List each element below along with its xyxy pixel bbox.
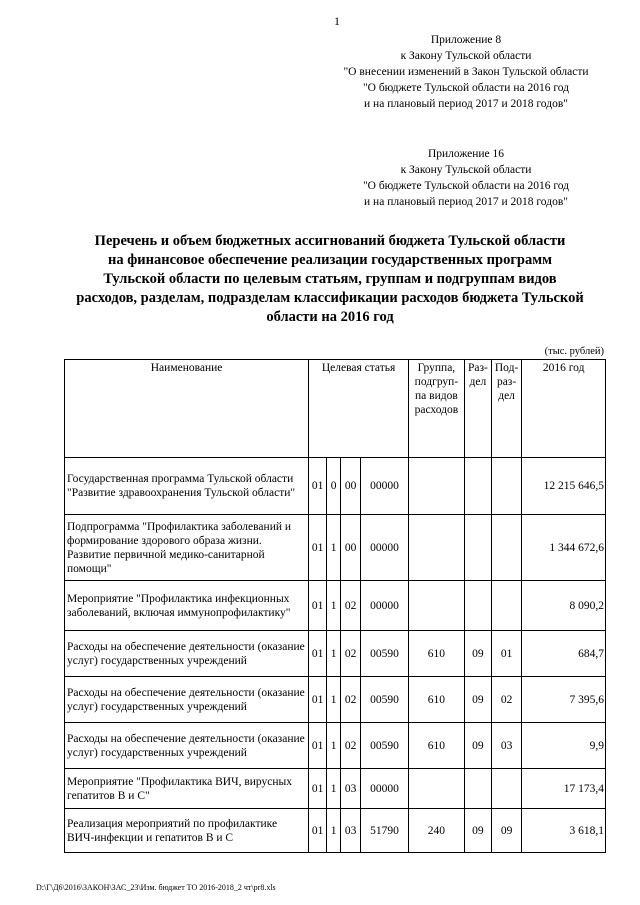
expense-group: 610 (408, 723, 464, 769)
row-name: Расходы на обеспечение деятельности (оказание услуг) государственных учреждений (65, 723, 309, 769)
amount-2016: 17 173,4 (522, 769, 606, 809)
title-line: Перечень и объем бюджетных ассигнований бюджета Тульской области (94, 233, 566, 249)
table-row (65, 723, 606, 769)
header-section: Раз-дел (464, 360, 491, 458)
annex-line: "О внесении изменений в Закон Тульской области (343, 66, 589, 78)
expense-group (408, 515, 464, 581)
subsection-code: 01 (491, 631, 521, 677)
header-group: Группа, подгруп-па видов расходов (408, 360, 464, 458)
annex-header-second (326, 146, 606, 210)
title-line: на финансовое обеспечение реализации государственных программ (108, 252, 552, 268)
target-direction: 00000 (361, 515, 409, 581)
table-body (65, 458, 606, 853)
row-name: Расходы на обеспечение деятельности (оказание услуг) государственных учреждений (65, 677, 309, 723)
section-code (464, 515, 491, 581)
row-name: Государственная программа Тульской области "Развитие здравоохранения Тульской области" (65, 458, 309, 515)
amount-2016: 9,9 (522, 723, 606, 769)
units-label: (тыс. рублей) (544, 346, 604, 357)
target-measure: 02 (341, 631, 361, 677)
target-direction: 00000 (361, 458, 409, 515)
header-name: Наименование (65, 360, 309, 458)
section-code: 09 (464, 677, 491, 723)
target-subprogram: 1 (327, 581, 341, 631)
target-measure: 00 (341, 458, 361, 515)
expense-group: 240 (408, 809, 464, 853)
target-direction: 00000 (361, 581, 409, 631)
table-row (65, 769, 606, 809)
header-target: Целевая статья (309, 360, 409, 458)
annex-line: "О бюджете Тульской области на 2016 год (362, 82, 570, 94)
target-measure: 02 (341, 677, 361, 723)
section-code: 09 (464, 631, 491, 677)
target-subprogram: 1 (327, 809, 341, 853)
expense-group (408, 458, 464, 515)
amount-2016: 12 215 646,5 (522, 458, 606, 515)
row-name: Подпрограмма "Профилактика заболеваний и формирование здорового образа жизни. Развитие первичной медико-санитарной помощи" (65, 515, 309, 581)
amount-2016: 684,7 (522, 631, 606, 677)
annex-line: Приложение 8 (430, 34, 502, 46)
expense-group (408, 581, 464, 631)
table-row (65, 631, 606, 677)
subsection-code (491, 769, 521, 809)
annex-line: и на плановый период 2017 и 2018 годов" (364, 98, 568, 110)
amount-2016: 3 618,1 (522, 809, 606, 853)
title-line: области на 2016 год (266, 309, 394, 325)
target-program: 01 (309, 515, 327, 581)
page-number: 1 (334, 14, 340, 28)
subsection-code (491, 515, 521, 581)
target-subprogram: 1 (327, 515, 341, 581)
target-program: 01 (309, 769, 327, 809)
annex-header-top (326, 32, 606, 112)
target-measure: 02 (341, 581, 361, 631)
annex-line: Приложение 16 (427, 148, 505, 160)
subsection-code: 02 (491, 677, 521, 723)
row-name: Реализация мероприятий по профилактике ВИЧ-инфекции и гепатитов В и С (65, 809, 309, 853)
target-direction: 00590 (361, 631, 409, 677)
subsection-code: 03 (491, 723, 521, 769)
amount-2016: 1 344 672,6 (522, 515, 606, 581)
section-code (464, 458, 491, 515)
header-subsection: Под-раз-дел (491, 360, 521, 458)
document-title (60, 232, 600, 327)
annex-line: к Закону Тульской области (400, 164, 532, 176)
annex-line: к Закону Тульской области (400, 50, 532, 62)
table-row (65, 809, 606, 853)
section-code: 09 (464, 723, 491, 769)
target-program: 01 (309, 809, 327, 853)
expense-group: 610 (408, 677, 464, 723)
amount-2016: 8 090,2 (522, 581, 606, 631)
target-program: 01 (309, 458, 327, 515)
header-year: 2016 год (522, 360, 606, 458)
target-direction: 00000 (361, 769, 409, 809)
file-path-footer: D:\Г\Д6\2016\ЗАКОН\ЗАС_23\Изм. бюджет ТО 2016-2018_2 чт\pr8.xls (36, 883, 276, 892)
target-direction: 00590 (361, 723, 409, 769)
target-program: 01 (309, 723, 327, 769)
target-subprogram: 1 (327, 631, 341, 677)
target-subprogram: 1 (327, 677, 341, 723)
target-subprogram: 0 (327, 458, 341, 515)
title-line: Тульской области по целевым статьям, группам и подгруппам видов (103, 271, 557, 287)
target-direction: 51790 (361, 809, 409, 853)
row-name: Мероприятие "Профилактика ВИЧ, вирусных гепатитов В и С" (65, 769, 309, 809)
annex-line: и на плановый период 2017 и 2018 годов" (364, 196, 568, 208)
section-code (464, 769, 491, 809)
annex-line: "О бюджете Тульской области на 2016 год (362, 180, 570, 192)
target-program: 01 (309, 581, 327, 631)
subsection-code: 09 (491, 809, 521, 853)
amount-2016: 7 395,6 (522, 677, 606, 723)
section-code: 09 (464, 809, 491, 853)
title-line: расходов, разделам, подразделам классификации расходов бюджета Тульской (76, 290, 584, 306)
table-row (65, 677, 606, 723)
target-measure: 03 (341, 769, 361, 809)
target-measure: 02 (341, 723, 361, 769)
target-program: 01 (309, 677, 327, 723)
expense-group: 610 (408, 631, 464, 677)
table-header-row (65, 360, 606, 458)
subsection-code (491, 581, 521, 631)
table-row (65, 458, 606, 515)
target-measure: 00 (341, 515, 361, 581)
row-name: Мероприятие "Профилактика инфекционных заболеваний, включая иммунопрофилактику" (65, 581, 309, 631)
target-subprogram: 1 (327, 723, 341, 769)
budget-table (64, 359, 606, 853)
row-name: Расходы на обеспечение деятельности (оказание услуг) государственных учреждений (65, 631, 309, 677)
section-code (464, 581, 491, 631)
target-direction: 00590 (361, 677, 409, 723)
target-subprogram: 1 (327, 769, 341, 809)
subsection-code (491, 458, 521, 515)
table-row (65, 515, 606, 581)
expense-group (408, 769, 464, 809)
table-row (65, 581, 606, 631)
target-program: 01 (309, 631, 327, 677)
target-measure: 03 (341, 809, 361, 853)
